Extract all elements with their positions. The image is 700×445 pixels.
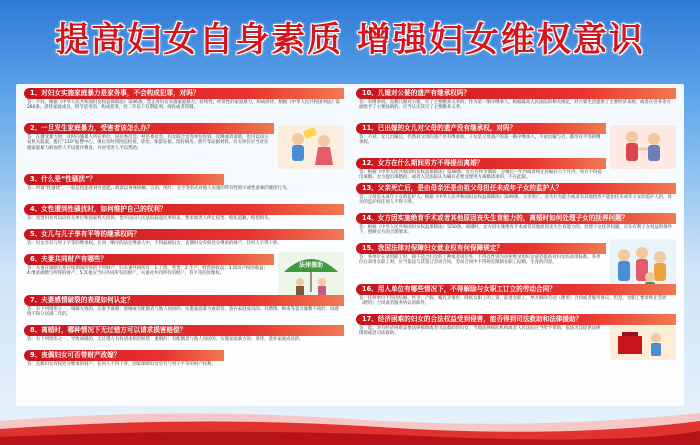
bottom-wave-decoration [0, 403, 700, 445]
answer-text: 答：不对。女儿出嫁后，仍然对父母的遗产享有继承权。子女是父母遗产的第一顺序继承人，不论出嫁与否，都享有平等的继承权。 [359, 135, 601, 146]
question-bar: 11、已出嫁的女儿对父母的遗产没有继承权，对吗？ [356, 123, 606, 134]
qa-section [356, 158, 676, 181]
question-bar: 5、女儿与儿子享有平等的继承权吗？ [24, 229, 344, 240]
qa-section [356, 88, 676, 121]
question-bar: 15、我国法律对保障妇女就业权有何保障规定？ [356, 243, 606, 254]
answer-text: 答：丧偶妇女有权处分继承的财产，任何人不得干涉。国家保障妇女享有与男子平等的财产权利。 [27, 362, 216, 367]
qa-section [24, 254, 344, 293]
poster-title: 提高妇女自身素质 增强妇女维权意识 [55, 20, 645, 60]
answer-text: 答：有继承权。丧偶儿媳对公婆，尽了主要赡养义务的，作为第一顺序继承人。根据最高人民法院的相关规定，对公婆生活提供了主要经济来源，或者在劳务等方面给予了主要扶助的，应当认定其尽了主要赡养义务。 [359, 100, 671, 111]
question-bar: 4、女性遭到性骚扰时，如何维护自己的权利？ [24, 204, 344, 215]
qa-section [24, 325, 344, 348]
answer-text: 答：有下列情形之一，导致离婚的，无过错方有权请求损害赔偿：重婚的；有配偶者与他人同居的；实施家庭暴力的；虐待、遗弃家庭成员的。 [27, 337, 304, 342]
answer-text: 答：所谓“性骚扰”，一般是指违背对方意愿，故意以身体接触、言语、图片、文字等形式对他人实施的带有性暗示或性意味的骚扰行为。 [27, 186, 291, 191]
question-bar: 9、丧偶妇女可否带财产改嫁？ [24, 350, 224, 361]
answer-text: 答：根据《中华人民共和国妇女权益保障法》第50条，离婚时，女方因实施绝育手术或者其他原因丧失生育能力的，处理子女抚养问题，应在有利子女权益的条件下，照顾女方的合理要求。 [359, 225, 672, 236]
answer-text: 答：受害妇女可以向有关单位和国家机关投诉，也可以向人民法院提起民事诉讼，要求加害人停止侵害、赔礼道歉、赔偿损失。 [27, 216, 273, 221]
answer-text: 答：各单位在录用职工时，除不适合妇女的工种或者岗位外，不得以性别为由拒绝录用妇女或者提高对妇女的录用标准。各单位在录用女职工时，应当依法与其签订劳动合同，劳动合同中不得规定限制女职工结婚、生育的内容。 [359, 255, 601, 266]
qa-section [356, 183, 676, 211]
qa-section [356, 213, 676, 241]
qa-section [24, 295, 344, 323]
answer-text: 答：能。对有经济困难需要法律援助或者司法救助的妇女，当地法律援助机构或者人民法院应当给予帮助，依法为其提供法律援助或者司法救助。 [359, 326, 601, 337]
answer-text: 答：妇女享有与男子平等的继承权。在同一顺序的法定继承人中，不得歧视妇女，丧偶妇女有权处分继承的财产，任何人不得干涉。 [27, 241, 282, 246]
family-dispute-illustration [278, 125, 344, 169]
question-bar: 8、离婚时，哪种情况下无过错方可以请求损害赔偿？ [24, 325, 344, 336]
answer-text: 答：父母是未成年子女的监护人。根据《中华人民共和国妇女权益保障法》第49条，父亲死亡、丧失行为能力或者有其他情形不能担任未成年子女的监护人的，母亲的监护权任何人不得干涉。 [359, 195, 672, 206]
answer-text: 答：在遭受暴力时，及时向施暴人所在单位、居民委员会、村民委员会、妇女联合会等单位投诉、反映或者求助，也可以向公安机关报案。拨打“110”报警中心，事后及时到医院检查、诊治，保留证据，留好病历、照片等证据材料。有关单位应当对实施家庭暴力的加害人予以批评教育，并对受害人予以帮助。 [27, 135, 269, 151]
question-bar: 6、夫妻共同财产有哪些？ [24, 254, 274, 265]
question-bar: 14、女方因实施绝育手术或者其他原因丧失生育能力的，离婚时如何处理子女的抚养问题？ [356, 213, 676, 224]
question-bar: 10、儿媳对公婆的遗产有继承权吗？ [356, 88, 676, 99]
answer-text: 答：有下列情形之一，调解无效的，应准予离婚：重婚或有配偶者与他人同居的；实施家庭暴力或虐待、遗弃家庭成员的；有赌博、吸毒等恶习屡教不改的；因感情不和分居满二年的。 [27, 307, 339, 318]
legal-help-illustration [610, 326, 676, 360]
qa-section [24, 88, 344, 121]
answer-text: 答：根据《中华人民共和国妇女权益保障法》第48条，女方在怀孕期间、分娩后一年内或者终止妊娠后六个月内，男方不得提出离婚。女方提出离婚的，或者人民法院认为确有必要受理男方离婚请求的，不在此限。 [359, 170, 602, 181]
answer-text: 答：任何单位不得因结婚、怀孕、产假、哺乳等情形，降低女职工的工资，辞退女职工，单方解除劳动（聘用）合同或者服务协议。但是，女职工要求终止劳动（聘用）合同或者服务协议的除外。 [359, 296, 667, 307]
question-bar: 17、经济困难的妇女的合法权益受到侵害，能否得到司法救助和法律援助？ [356, 314, 676, 325]
qa-section [356, 314, 676, 347]
answer-text: 答：不对。根据《中华人民共和国妇女权益保障法》第46条，禁止对妇女实施家庭暴力。持续性、经常性的家庭暴力，构成虐待。根据《中华人民共和国刑法》第260条，虐待家庭成员，情节恶劣的，构成犯罪，处二年以下有期徒刑、拘役或者管制。 [27, 100, 340, 111]
qa-section [356, 284, 676, 312]
qa-section [356, 243, 676, 282]
question-bar: 7、夫妻感情破裂的表现如何认定？ [24, 295, 344, 306]
answer-text: 答：夫妻在婚姻关系存续期间所得的下列财产，归夫妻共同所有：1.工资、奖金；2.生产、经营的收益；3.知识产权的收益；4.继承或赠与所得的财产；5.其他应当归共同所有的财产。夫妻对共同所有的财产，有平等的处理权。 [27, 266, 268, 277]
legal-aid-umbrella-illustration [278, 252, 344, 298]
qa-section [24, 350, 344, 372]
qa-section [24, 123, 344, 172]
right-column [356, 88, 676, 349]
question-bar: 3、什么是“性骚扰”？ [24, 174, 224, 185]
question-bar: 2、一旦发生家庭暴力，受害者该怎么办？ [24, 123, 274, 134]
qa-section [24, 174, 344, 202]
qa-section [24, 229, 344, 252]
question-bar: 12、女方在什么期间男方不得提出离婚？ [356, 158, 606, 169]
qa-section [24, 204, 344, 227]
left-column [24, 88, 344, 374]
qa-section [356, 123, 676, 156]
question-bar: 1、对妇女实施家庭暴力是家务事，不会构成犯罪，对吗？ [24, 88, 344, 99]
umbrella-label: 法律援助 [298, 262, 324, 269]
question-bar: 13、父亲死亡后，是由母亲还是由祖父母担任未成年子女的监护人？ [356, 183, 676, 194]
question-bar: 16、用人单位有哪些情况下，不得解除与女职工订立的劳动合同？ [356, 284, 676, 295]
